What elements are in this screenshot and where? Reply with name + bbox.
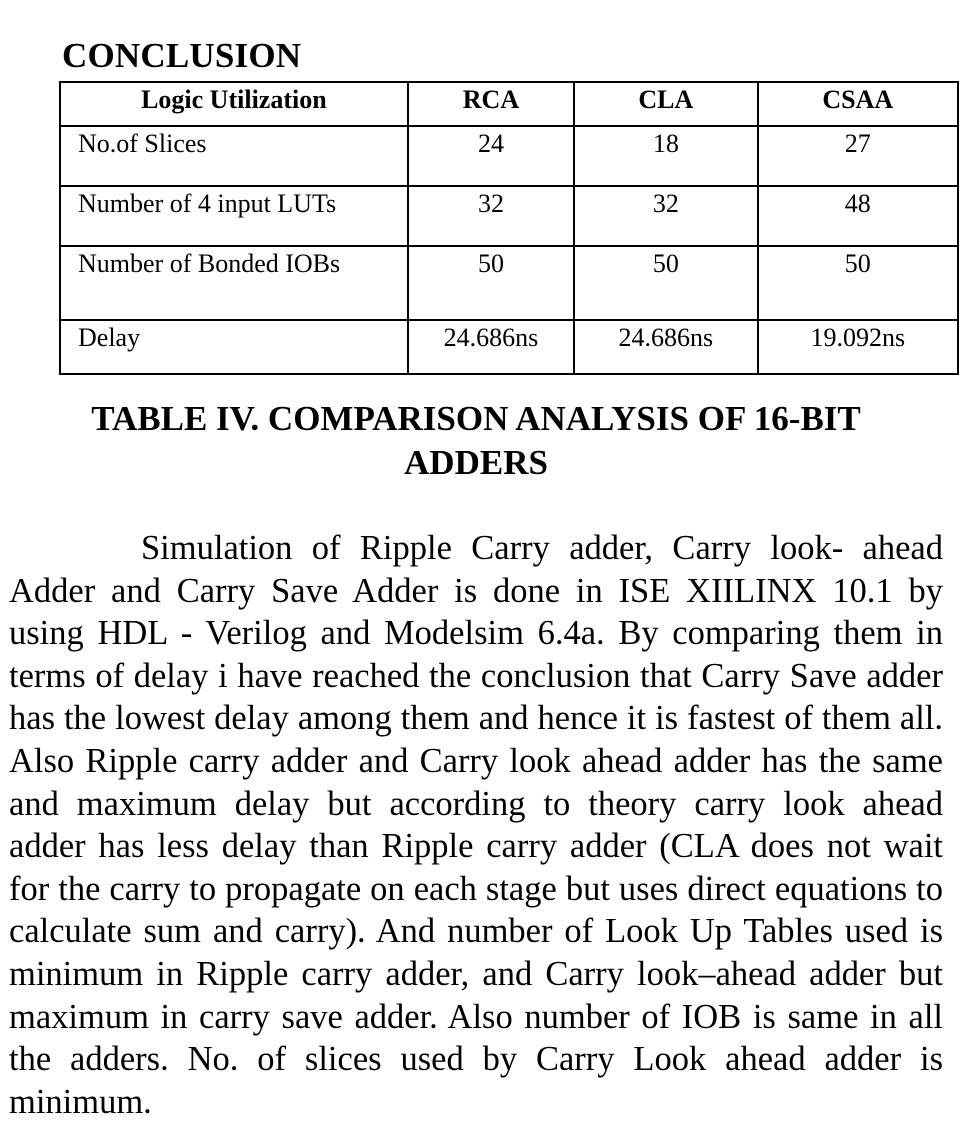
section-heading: CONCLUSION	[62, 36, 302, 75]
cla-value: 18	[574, 126, 757, 186]
header-rca: RCA	[408, 82, 574, 126]
row-label: Delay	[60, 320, 408, 374]
csaa-value: 50	[758, 246, 958, 320]
header-logic-utilization: Logic Utilization	[60, 82, 408, 126]
table-header-row	[60, 82, 958, 126]
cla-value: 24.686ns	[574, 320, 757, 374]
header-cla: CLA	[574, 82, 757, 126]
table-caption-line-2: ADDERS	[404, 443, 548, 482]
row-label: Number of Bonded IOBs	[60, 246, 408, 320]
cla-value: 32	[574, 186, 757, 246]
rca-value: 50	[408, 246, 574, 320]
rca-value: 32	[408, 186, 574, 246]
table-caption	[0, 397, 952, 485]
csaa-value: 48	[758, 186, 958, 246]
rca-value: 24	[408, 126, 574, 186]
row-label: No.of Slices	[60, 126, 408, 186]
csaa-value: 27	[758, 126, 958, 186]
table-row	[60, 186, 958, 246]
rca-value: 24.686ns	[408, 320, 574, 374]
row-label: Number of 4 input LUTs	[60, 186, 408, 246]
table-row	[60, 126, 958, 186]
conclusion-paragraph: Simulation of Ripple Carry adder, Carry look- ahead Adder and Carry Save Adder is done in ISE XIILINX 10.1 by using HDL - Verilog and Modelsim 6.4a. By comparing them in terms of delay i have reached the conclusion that Carry Save adder has the lowest delay among them and hence it is fastest of them all. Also Ripple carry adder and Carry look ahead adder has the same and maximum delay but according to theory carry look ahead adder has less delay than Ripple carry adder (CLA does not wait for the carry to propagate on each stage but uses direct equations to calculate sum and carry). And number of Look Up Tables used is minimum in Ripple carry adder, and Carry look–ahead adder but maximum in carry save adder. Also number of IOB is same in all the adders. No. of slices used by Carry Look ahead adder is minimum.	[9, 529, 943, 1121]
table-row	[60, 320, 958, 374]
header-csaa: CSAA	[758, 82, 958, 126]
comparison-table	[59, 81, 959, 375]
cla-value: 50	[574, 246, 757, 320]
csaa-value: 19.092ns	[758, 320, 958, 374]
table-row	[60, 246, 958, 320]
table-caption-line-1: TABLE IV. COMPARISON ANALYSIS OF 16-BIT	[91, 399, 861, 438]
